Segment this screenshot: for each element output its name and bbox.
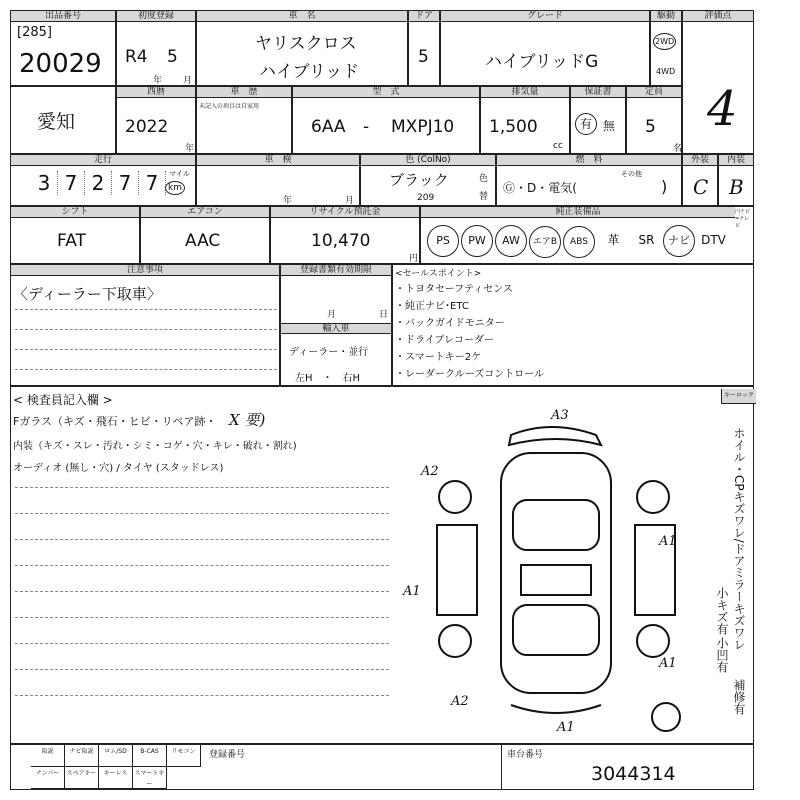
color-cell <box>360 154 496 206</box>
glass-mark: X 要) <box>229 411 266 429</box>
model-year-cell <box>116 86 196 154</box>
footer-item: ロム/SD <box>99 745 133 767</box>
month-unit: 月 <box>183 76 193 86</box>
shift-label: シフト <box>11 207 139 218</box>
equipment-item: SR <box>638 233 655 247</box>
equipment-item: 革 <box>607 233 620 247</box>
key-lock-label: キーロック <box>721 389 756 404</box>
yen-unit: 円 <box>409 254 419 264</box>
footer-items-row1 <box>31 745 201 767</box>
equipment-item: PS <box>427 225 459 257</box>
handle-side: 左H ・ 右H <box>295 373 361 384</box>
inspection-label: 車 検 <box>197 155 359 166</box>
mileage-digit: 7 <box>58 171 85 195</box>
doors-label: ドア <box>409 11 439 22</box>
registration-cell <box>280 264 392 386</box>
interior-label: 内装 <box>719 155 753 166</box>
side-note-2: 小キズ有 <box>715 587 729 635</box>
shift: FAT <box>57 231 86 251</box>
era: R4 <box>125 47 148 67</box>
ac-label: エアコン <box>141 207 269 218</box>
chassis-label: 車台番号 <box>507 750 544 760</box>
auction-sheet <box>10 10 754 790</box>
dealer-trade-note: 〈ディーラー下取車〉 <box>13 285 162 303</box>
ac: AAC <box>185 231 221 251</box>
fuel-label: 燃 料 <box>497 155 681 166</box>
damage-mark: A2 <box>421 464 439 479</box>
score-cell <box>682 10 754 154</box>
region: 愛知 <box>37 111 76 133</box>
sales-point: ・バックガイドモニター <box>395 318 505 329</box>
inspection-month-unit: 月 <box>345 196 355 206</box>
registration-label: 登録書類有効期限 <box>281 265 391 276</box>
exterior-label: 外装 <box>683 155 717 166</box>
capacity: 5 <box>645 117 656 137</box>
import-type: ディーラー・並行 <box>289 347 369 358</box>
sales-point: ・純正ナビ･ETC <box>395 301 469 312</box>
equipment-item: AW <box>495 225 527 257</box>
audio-note: オーディオ (無し・穴) / タイヤ (スタッドレス) <box>13 463 224 474</box>
footer-item: スマートキー <box>133 767 167 789</box>
warranty-label: 保証書 <box>571 87 625 98</box>
grade-cell <box>440 10 650 86</box>
sales-point: ・ドライブレコーダー <box>395 335 494 346</box>
chassis-number: 3044314 <box>591 763 676 785</box>
sales-point: ・スマートキー2ケ <box>395 352 482 363</box>
doors-cell <box>408 10 440 86</box>
model-type-cell <box>292 86 480 154</box>
model-code: MXPJ10 <box>391 117 455 137</box>
capacity-cell <box>626 86 682 154</box>
equipment-label: 純正装備品 <box>421 207 735 218</box>
mileage-digits <box>31 171 166 195</box>
reg-month: 5 <box>167 47 178 67</box>
sales-points-cell <box>392 264 754 386</box>
model-year-label: 西暦 <box>117 87 195 98</box>
car-name-2: ハイブリッド <box>259 62 360 82</box>
equipment-item: エアB <box>529 226 561 258</box>
history-note: 未記入の項目は自家用 <box>199 103 260 110</box>
sales-point: ・トヨタセーフティセンス <box>395 284 513 295</box>
inspection-cell <box>196 154 360 206</box>
lot-number: 20029 <box>19 49 102 79</box>
recycle-cell <box>270 206 420 264</box>
mileage-unit: km <box>165 181 185 195</box>
lot-prefix: [285] <box>17 25 52 40</box>
drive-2wd: 2WD <box>653 33 676 50</box>
damage-mark: A1 <box>659 656 677 671</box>
footer-cell <box>10 744 754 790</box>
displacement-label: 排気量 <box>481 87 569 98</box>
glass-note: Fガラス（キズ・飛石・ヒビ・リペア跡・ <box>13 415 217 428</box>
exterior-grade: C <box>693 175 709 199</box>
warranty-yes: 有 <box>575 113 597 135</box>
equipment-note: 円ナビ=テレビ <box>735 209 751 229</box>
shift-cell <box>10 206 140 264</box>
footer-item: ナンバー <box>31 767 65 789</box>
lot-label: 出品番号 <box>11 11 115 22</box>
footer-item: B-CAS <box>133 745 167 767</box>
fuel-options: Ⓖ・D・電気( <box>503 181 577 195</box>
color-change-2: 替 <box>479 192 489 202</box>
notes-label: 注意事項 <box>11 265 279 276</box>
mileage-unit-top: マイル <box>169 170 190 178</box>
side-note-4: 補修有 <box>732 679 746 715</box>
model-dash: - <box>363 117 370 137</box>
warranty-cell <box>570 86 626 154</box>
history-label: 車 歴 <box>197 87 291 98</box>
interior-cell <box>718 154 754 206</box>
recycle-label: リサイクル預託金 <box>271 207 419 218</box>
notes-cell <box>10 264 280 386</box>
mileage-digit: 3 <box>31 171 58 195</box>
side-note-3: 小凹有 <box>715 637 729 673</box>
equipment-list <box>427 225 730 258</box>
inspection-year-unit: 年 <box>283 196 293 206</box>
side-note-1: ホイル・CPキズワレ/ドアミラーキズワレ <box>732 427 746 651</box>
inspector-cell <box>10 386 754 744</box>
model-year-unit: 年 <box>185 144 195 154</box>
damage-mark: A2 <box>451 694 469 709</box>
first-reg-label: 初度登録 <box>117 11 195 22</box>
car-damage-diagram <box>391 405 721 735</box>
fuel-close: ) <box>661 177 668 196</box>
grade: ハイブリッドG <box>485 52 599 72</box>
first-reg-cell <box>116 10 196 86</box>
grade-label: グレード <box>441 11 649 22</box>
displacement-cell <box>480 86 570 154</box>
equipment-cell <box>420 206 754 264</box>
score-label: 評価点 <box>683 11 753 22</box>
damage-mark: A1 <box>557 720 575 735</box>
equipment-item: DTV <box>701 233 726 247</box>
region-cell <box>10 86 116 154</box>
sales-points-list <box>395 281 544 383</box>
inspector-title: < 検査員記入欄 > <box>13 393 113 407</box>
model-year: 2022 <box>125 117 169 137</box>
sales-label: <セールスポイント> <box>395 269 482 279</box>
color: ブラック <box>389 171 449 189</box>
equipment-item: PW <box>461 225 493 257</box>
footer-items-row2 <box>31 767 167 789</box>
reg-expiry-day: 日 <box>379 310 389 320</box>
history-cell <box>196 86 292 154</box>
mileage-digit: 2 <box>85 171 112 195</box>
sales-point: ・レーダークルーズコントロール <box>395 369 544 380</box>
equipment-item: ナビ <box>663 225 695 257</box>
footer-item: 取説 <box>31 745 65 767</box>
model-prefix: 6AA <box>311 117 346 137</box>
ac-cell <box>140 206 270 264</box>
drive-cell <box>650 10 682 86</box>
mileage-label: 走行 <box>11 155 195 166</box>
model-type-label: 型 式 <box>293 87 479 98</box>
color-label: 色 (ColNo) <box>361 155 495 166</box>
drive-label: 駆動 <box>651 11 681 22</box>
exterior-cell <box>682 154 718 206</box>
car-name-cell <box>196 10 408 86</box>
footer-item: ナビ取説 <box>65 745 99 767</box>
equipment-item: ABS <box>563 226 595 258</box>
color-no: 209 <box>417 193 435 203</box>
footer-item: スペアキー <box>65 767 99 789</box>
car-name-label: 車 名 <box>197 11 407 22</box>
interior-grade: B <box>729 175 744 199</box>
cc-unit: cc <box>553 141 563 151</box>
recycle: 10,470 <box>311 231 371 251</box>
score: 4 <box>707 81 738 137</box>
drive-4wd: 4WD <box>656 67 676 76</box>
damage-mark: A3 <box>551 408 569 423</box>
reg-number-label: 登録番号 <box>209 750 246 760</box>
mileage-digit: 7 <box>139 171 166 195</box>
damage-mark: A1 <box>403 584 421 599</box>
import-label: 輸入車 <box>281 323 391 334</box>
damage-mark: A1 <box>659 534 677 549</box>
mileage-digit: 7 <box>112 171 139 195</box>
capacity-unit: 名 <box>673 144 683 154</box>
interior-note: 内装（キズ・スレ・汚れ・シミ・コゲ・穴・キレ・破れ・割れ) <box>13 441 297 452</box>
year-unit: 年 <box>153 76 163 86</box>
reg-expiry-month: 月 <box>327 310 337 320</box>
color-change-1: 色 <box>479 174 489 184</box>
lot-cell <box>10 10 116 86</box>
fuel-cell <box>496 154 682 206</box>
car-name-1: ヤリスクロス <box>255 34 357 54</box>
footer-item: キーレス <box>99 767 133 789</box>
warranty-no: 無 <box>603 119 616 133</box>
doors: 5 <box>418 47 429 67</box>
footer-item: リモコン <box>167 745 201 767</box>
displacement: 1,500 <box>489 117 538 137</box>
mileage-cell <box>10 154 196 206</box>
fuel-other: その他 <box>621 170 642 178</box>
capacity-label: 定員 <box>627 87 681 98</box>
